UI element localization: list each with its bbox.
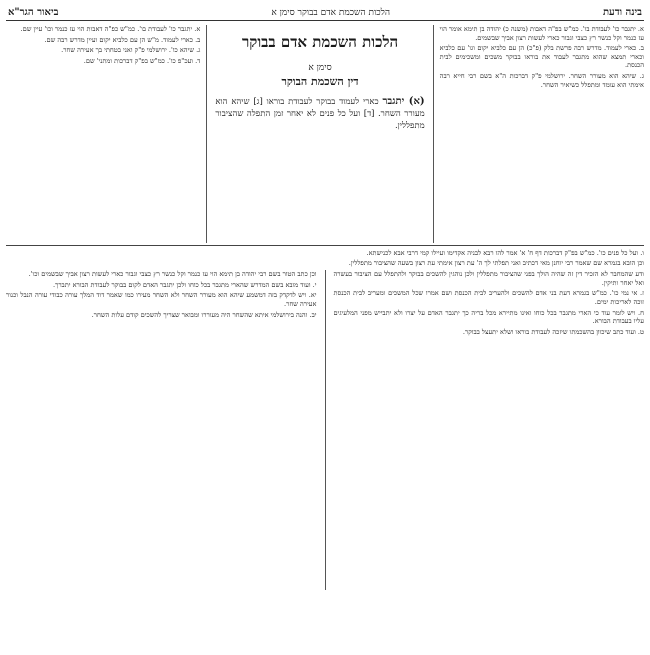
wide-commentary-para: וכן הובא בגמרא שם שאמר רבי יוחנן מאי דכתיב ואני תפלתי לך ה' עת רצון אימתי עת רצון בשעה שהציבור מתפללין.	[348, 258, 644, 267]
bottom-left-para: וכן כתב הטור בשם רבי יהודה בן תימא הוי עז כנמר וקל כנשר רץ כצבי וגבור כארי לעשות רצון אביך שבשמים וכו'.	[28, 270, 317, 279]
left-commentary-para: ב. כארי לעמוד. מ"ש הן עם כלביא יקום ועיין מדרש רבה שם.	[44, 35, 201, 44]
bottom-right-para: ח. ויש לומר עוד כי הארי מתגבר בכל כוחו ואינו מתיירא מכל בריה כך יתגבר האדם על יצרו ולא יתבייש מפני המלעיגים עליו בעבודת הבורא.	[333, 308, 644, 326]
bottom-commentary	[6, 270, 644, 590]
right-commentary	[433, 25, 644, 243]
header-right-title: בינה ודעת	[602, 6, 642, 18]
header-center-title: הלכות השכמת אדם בבוקר סימן א	[271, 7, 391, 18]
left-commentary-para: א. יתגבר כו' לעבודת בו'. כמ"ש כפ"ה דאבות הוי עז כנמר וכו' עיין שם.	[20, 25, 201, 33]
left-commentary-para: ג. שיהא כו'. ירושלמי פ"ק ואני בטחתי בך אעירה שחר.	[61, 46, 201, 55]
right-commentary-para: ג. שיהא הוא מעורר השחר. ירושלמי פ"ק דברכות ה"א בשם רבי חייא רבה אימתי הוא עומד ומתפלל כשיאיר השחר.	[439, 71, 644, 89]
main-halacha-text	[215, 96, 424, 132]
main-text-body: כארי לעמוד בבוקר לעבודת בוראו [ג] שיהא הוא מעורר השחר. [ד] ועל כל פנים לא יאחר זמן התפלה שהציבור מתפללין.	[215, 97, 425, 131]
bottom-left-para: יב. והנה בירושלמי איתא שהשחר היה מעוררו ומבואר שצריך להשכים קודם עלות השחר.	[91, 310, 317, 319]
right-commentary-para: א. יתגבר כו' לעבודת בו'. כמ"ש בפ"ה דאבות (משנה כ) יהודה בן תימא אומר הוי עז כנמר וקל כנשר רץ כצבי וגבור כארי לעשות רצון אביך שבשמים.	[439, 25, 644, 42]
bottom-left-para: יא. ויש לדקדק בזה דמשמע שיהא הוא מעורר השחר ולא השחר מעירו כמו שאמר דוד המלך עורה כבודי עורה הנבל וכנור אעירה שחר.	[6, 291, 317, 308]
running-header	[6, 5, 644, 21]
siman-title: דין השכמת הבוקר	[281, 75, 359, 88]
document-page	[6, 5, 644, 645]
wide-commentary	[6, 245, 644, 267]
top-block	[6, 25, 644, 243]
main-text-lead: (א) יתגבר	[382, 96, 425, 107]
bottom-right-para: ט. ועוד כתב שיכוון בהשכמתו שיזכה לעבודת בוראו ושלא יתעצל בבוקר.	[462, 327, 644, 336]
bottom-right-column	[325, 270, 645, 590]
bottom-left-column	[6, 270, 325, 590]
right-commentary-para: ב. כארי לעמוד. מדרש רבה פרשת בלק (פ"כ) הן עם כלביא יקום וגו' עם כלביא וכארי תמצא שהוא מתגבר לעבוד את בוראו בבוקר משכים ומשכימים לבית הכנסת.	[439, 44, 644, 70]
bottom-left-para: י. ועוד מובא בשם המדרש שהארי מתגבר בכל כוחו ולכן יתגבר האדם לקום בבוקר לעבודת הבורא יתברך.	[52, 280, 317, 289]
wide-commentary-para: ו. ועל כל פנים כו'. כמ"ש בפ"ק דברכות דף ח' א' אמר להו רבא לבניה אקדימו ועיילו קמי דרבי אבא לכנישתא.	[366, 249, 644, 257]
header-left-title: ביאור הגר"א	[8, 6, 59, 18]
bottom-right-para: ז. אי נמי כו'. כמ"ש בגמרא דעת בני אדם להשכים ולהעריב לבית הכנסת ושם אמרו שכל המשכים ומעריב לבית הכנסת זוכה לאריכות ימים.	[333, 289, 644, 306]
main-text-column	[207, 25, 432, 243]
bottom-right-para: ודע שהמחבר לא הזכיר דין זה שהיה הולך בפני שהציבור מתפללין ולכן נוהגין להשכים בבוקר ולהתפלל עם הציבור בעשרה ואל יאחר ותיקין.	[333, 270, 644, 287]
siman-label: סימן א	[308, 63, 332, 73]
section-title: הלכות השכמת אדם בבוקר	[241, 33, 399, 51]
left-commentary-para: ד. ועכ"פ כו'. כמ"ש בפ"ק דברכות ומתני' שם.	[83, 56, 201, 65]
left-commentary	[6, 25, 207, 243]
